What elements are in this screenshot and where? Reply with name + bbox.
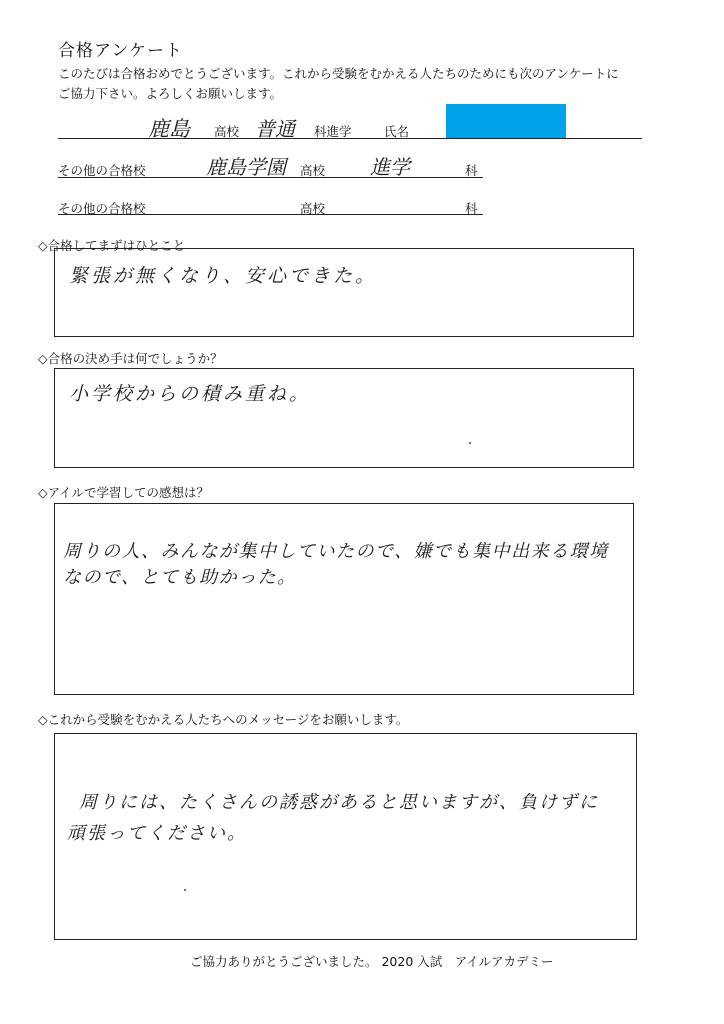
ink-speck — [469, 442, 471, 444]
name-redaction — [446, 104, 566, 139]
question-label-3: ◇アイルで学習しての感想は？ — [38, 485, 209, 500]
other-school-underline-1 — [58, 177, 483, 178]
other-school-label-1: その他の合格校 — [58, 163, 146, 178]
question-label-1: ◇合格してまずはひとこと — [38, 238, 186, 253]
answer-box-3 — [54, 503, 634, 695]
school-row-underline — [58, 138, 642, 139]
answer-2-line-1: 小学校からの積み重ね。 — [69, 383, 312, 405]
koko-label: 高校 — [214, 124, 240, 139]
other-school-underline-2 — [58, 214, 483, 215]
question-label-4: ◇これから受験をむかえる人たちへのメッセージをお願いします。 — [38, 712, 409, 727]
intro-text-line2: ご協力下さい。よろしくお願いします。 — [58, 86, 283, 101]
name-label: 氏名 — [384, 124, 410, 139]
answer-box-1 — [54, 248, 634, 337]
intro-text-line1: このたびは合格おめでとうございます。これから受験をむかえる人たちのためにも次のアンケートに — [58, 66, 619, 81]
other-school-name-1: 鹿島学園 — [206, 155, 286, 179]
other-koko-label-1: 高校 — [300, 163, 326, 178]
school-name-handwritten: 鹿島 — [148, 117, 190, 141]
other-ka-label-1: 科 — [465, 163, 478, 178]
ink-speck — [184, 889, 186, 891]
answer-3-line-2: なので、とても助かった。 — [63, 567, 297, 588]
answer-box-4 — [54, 733, 637, 940]
other-ka-label-2: 科 — [465, 201, 478, 216]
other-course-name-1: 進学 — [370, 155, 410, 179]
answer-4-line-2: 頑張ってください。 — [67, 823, 247, 844]
answer-1-line-1: 緊張が無くなり、安心できた。 — [69, 265, 378, 287]
other-koko-label-2: 高校 — [300, 201, 326, 216]
answer-4-line-1: 周りには、たくさんの誘惑があると思いますが、負けずに — [79, 792, 599, 813]
other-school-label-2: その他の合格校 — [58, 201, 146, 216]
question-label-2: ◇合格の決め手は何でしょうか？ — [38, 351, 223, 366]
survey-title: 合格アンケート — [58, 41, 183, 61]
answer-box-2 — [54, 368, 634, 468]
footer-text: ご協力ありがとうございました。 2020 入試 アイルアカデミー — [190, 954, 554, 969]
course-label: 科進学 — [314, 124, 352, 139]
course-name-handwritten: 普通 — [255, 117, 295, 141]
answer-3-line-1: 周りの人、みんなが集中していたので、嫌でも集中出来る環境 — [63, 541, 609, 562]
